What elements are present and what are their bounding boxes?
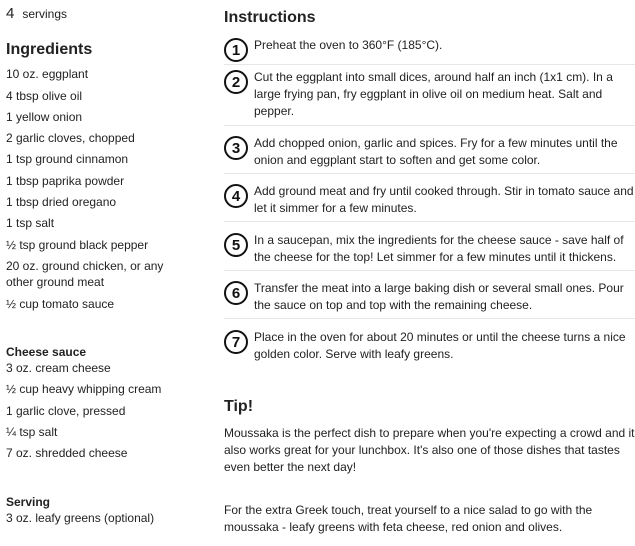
step-text: Transfer the meat into a large baking dish or several small ones. Pour the sauce on top and top with the remaining cheese.	[254, 281, 624, 312]
step-number: 6	[224, 281, 248, 305]
ingredient-item: ¼ tsp salt	[6, 425, 58, 439]
ingredient-item: ½ cup tomato sauce	[6, 297, 115, 311]
ingredient-item: 1 yellow onion	[6, 110, 83, 124]
tip-paragraph: Moussaka is the perfect dish to prepare when you're expecting a crowd and it also works great for your lunchbox. It's also one of those dishes that tastes even better the next day!	[224, 426, 635, 474]
ingredient-item: 1 tbsp paprika powder	[6, 174, 125, 188]
instructions-title: Instructions	[224, 9, 316, 26]
ingredients-title: Ingredients	[6, 41, 93, 58]
step-text: Place in the oven for about 20 minutes or until the cheese turns a nice golden color. Serve with leafy greens.	[254, 330, 626, 361]
instruction-step	[224, 69, 635, 126]
ingredient-item: 20 oz. ground chicken, or any	[6, 259, 164, 273]
ingredient-item: ½ cup heavy whipping cream	[6, 382, 162, 396]
tip-title: Tip!	[224, 398, 254, 415]
step-number: 3	[224, 136, 248, 160]
servings-count: 4	[6, 5, 15, 22]
step-number: 4	[224, 184, 248, 208]
ingredient-item: 7 oz. shredded cheese	[6, 446, 128, 460]
step-number: 1	[224, 38, 248, 62]
step-number: 5	[224, 233, 248, 257]
tip-paragraph: For the extra Greek touch, treat yourself to a nice salad to go with the moussaka - leafy greens with feta cheese, red onion and olives.	[224, 503, 593, 534]
step-number: 2	[224, 70, 248, 94]
instruction-step	[224, 232, 635, 271]
servings-label: servings	[22, 7, 68, 21]
ingredient-item: 1 tsp ground cinnamon	[6, 152, 129, 166]
ingredient-item: 1 tsp salt	[6, 216, 55, 230]
step-text: In a saucepan, mix the ingredients for the cheese sauce - save half of the cheese for the top! Let simmer for a few minutes until it thickens.	[254, 233, 624, 264]
ingredient-item: ½ tsp ground black pepper	[6, 238, 149, 252]
step-text: Add chopped onion, garlic and spices. Fry for a few minutes until the onion and eggplant start to soften and get some color.	[254, 136, 618, 167]
step-text: Cut the eggplant into small dices, around half an inch (1x1 cm). In a large frying pan, fry eggplant in olive oil on medium heat. Salt and pepper.	[254, 70, 613, 118]
servings	[6, 5, 67, 22]
step-number: 7	[224, 330, 248, 354]
cheese-sauce-title: Cheese sauce	[6, 345, 87, 359]
step-text: Preheat the oven to 360°F (185°C).	[254, 38, 443, 52]
ingredient-item: 1 tbsp dried oregano	[6, 195, 117, 209]
instruction-step	[224, 280, 635, 319]
ingredient-item: 3 oz. cream cheese	[6, 361, 111, 375]
ingredient-item: 1 garlic clove, pressed	[6, 404, 126, 418]
ingredient-item: other ground meat	[6, 275, 105, 289]
ingredient-item: 2 garlic cloves, chopped	[6, 131, 135, 145]
ingredient-item: 10 oz. eggplant	[6, 67, 89, 81]
step-text: Add ground meat and fry until cooked through. Stir in tomato sauce and let it simmer for a few minutes.	[254, 184, 634, 215]
ingredient-item: 4 tbsp olive oil	[6, 89, 83, 103]
instruction-step	[224, 37, 635, 65]
ingredient-item: 3 oz. leafy greens (optional)	[6, 511, 155, 525]
instruction-step	[224, 135, 635, 174]
serving-title: Serving	[6, 495, 51, 509]
instruction-step	[224, 329, 635, 367]
instruction-step	[224, 183, 635, 222]
